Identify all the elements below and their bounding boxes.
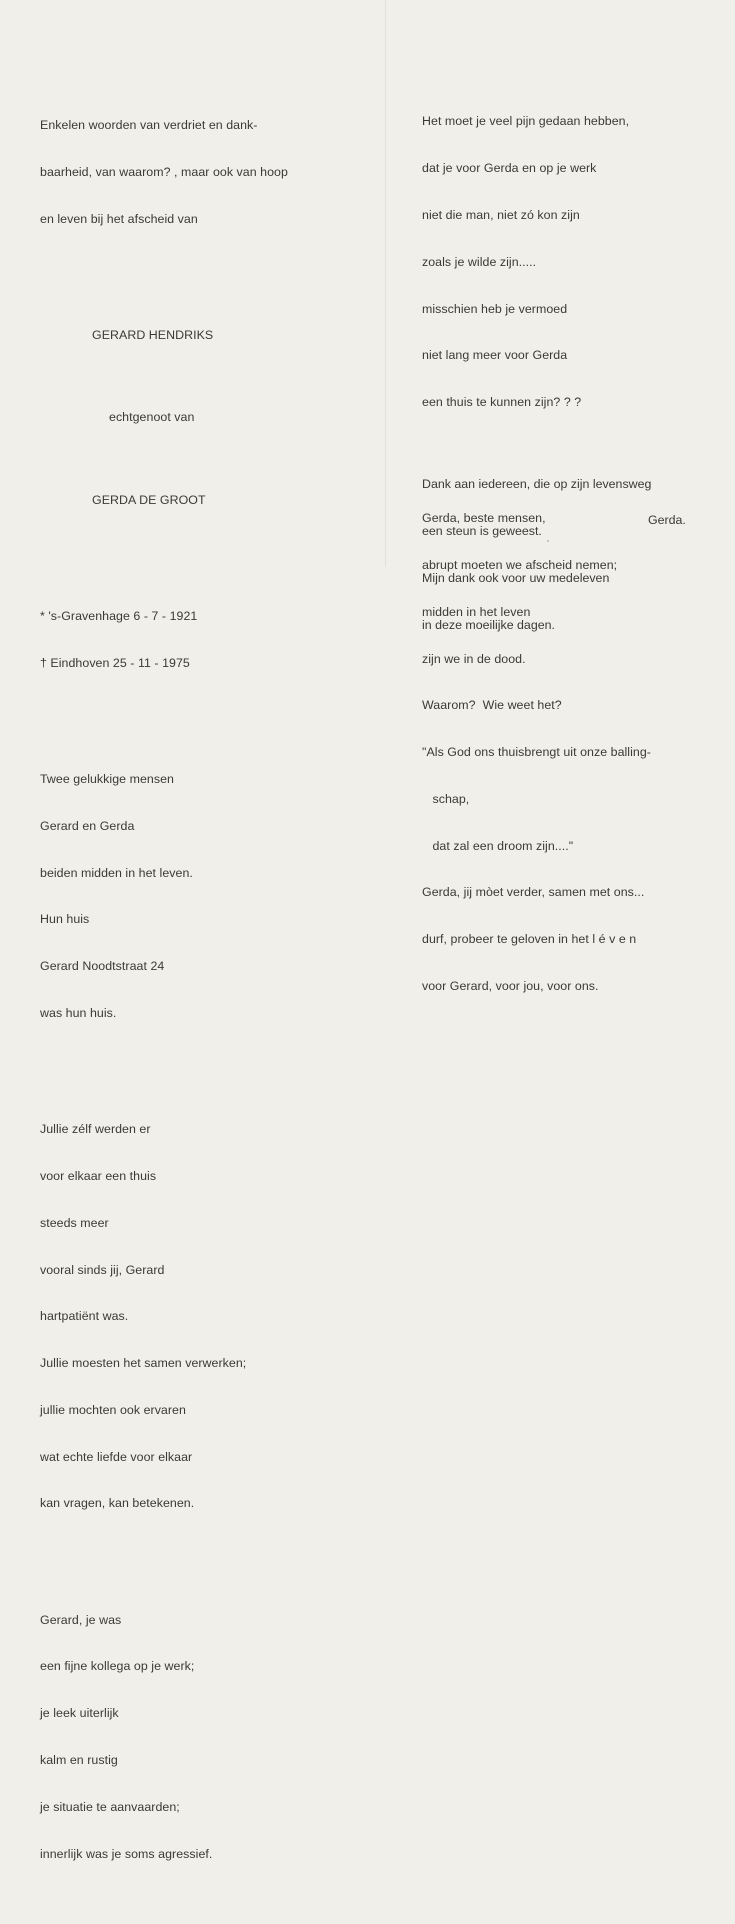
intro-line: Enkelen woorden van verdriet en dank- <box>40 118 258 133</box>
dates-block <box>40 578 360 703</box>
thanks-line: in deze moeilijke dagen. <box>422 617 555 632</box>
poem-stanza-4 <box>422 83 722 442</box>
poem-line: kan vragen, kan betekenen. <box>40 1496 195 1511</box>
poem-line: Hun huis <box>40 912 90 927</box>
thanks-line: een steun is geweest. <box>422 523 542 538</box>
intro-line: baarheid, van waarom? , maar ook van hoop <box>40 165 288 180</box>
print-speck <box>547 540 549 542</box>
poem-line: je situatie te aanvaarden; <box>40 1799 180 1814</box>
poem-line: Gerda, jij mòet verder, samen met ons... <box>422 885 645 900</box>
intro-text <box>40 87 360 259</box>
poem-line: abrupt moeten we afscheid nemen; <box>422 558 618 572</box>
poem-line: voor elkaar een thuis <box>40 1168 157 1183</box>
poem-line: wat echte liefde voor elkaar <box>40 1449 193 1464</box>
poem-line: je leek uiterlijk <box>40 1706 119 1721</box>
poem-line: zoals je wilde zijn..... <box>422 254 537 269</box>
poem-line: beiden midden in het leven. <box>40 865 193 880</box>
poem-line: "Als God ons thuisbrengt uit onze balling- <box>422 745 651 760</box>
poem-line: Gerard en Gerda <box>40 818 135 833</box>
thanks-block <box>422 446 651 664</box>
signature: Gerda. <box>648 513 686 527</box>
poem-line: Gerda, beste mensen, <box>422 511 546 526</box>
poem-stanza-2 <box>40 1091 360 1543</box>
thanks-line: Mijn dank ook voor uw medeleven <box>422 570 610 585</box>
poem-line: kalm en rustig <box>40 1752 118 1767</box>
poem-line: een thuis te kunnen zijn? ? ? <box>422 395 582 410</box>
poem-line: jullie mochten ook ervaren <box>40 1402 186 1417</box>
poem-line: Het moet je veel pijn gedaan hebben, <box>422 114 630 129</box>
poem-line: Gerard Noodtstraat 24 <box>40 959 165 974</box>
poem-line: Jullie zélf werden er <box>40 1122 151 1137</box>
intro-line: en leven bij het afscheid van <box>40 211 198 226</box>
poem-line: schap, <box>422 791 470 806</box>
poem-line: innerlijk was je soms agressief. <box>40 1846 213 1861</box>
poem-line: dat zal een droom zijn...." <box>422 838 574 853</box>
poem-line: voor Gerard, voor jou, voor ons. <box>422 979 599 994</box>
poem-line: Gerard, je was <box>40 1612 122 1627</box>
birth-date: * 's-Gravenhage 6 - 7 - 1921 <box>40 609 198 624</box>
name-block <box>40 297 360 540</box>
poem-line: midden in het leven <box>422 604 531 619</box>
poem-line: hartpatiënt was. <box>40 1309 129 1324</box>
deceased-name: GERARD HENDRIKS <box>92 328 214 343</box>
card-fold-line <box>385 0 386 567</box>
poem-line: Jullie moesten het samen verwerken; <box>40 1356 247 1371</box>
thanks-line: Dank aan iedereen, die op zijn levensweg <box>422 477 652 492</box>
poem-line: Waarom? Wie weet het? <box>422 698 562 713</box>
poem-line: niet die man, niet zó kon zijn <box>422 207 580 222</box>
poem-line: zijn we in de dood. <box>422 651 526 666</box>
poem-line: niet lang meer voor Gerda <box>422 348 568 363</box>
poem-stanza-3 <box>40 1581 360 1893</box>
poem-line: vooral sinds jij, Gerard <box>40 1262 165 1277</box>
poem-line: Twee gelukkige mensen <box>40 772 174 787</box>
poem-line: misschien heb je vermoed <box>422 301 568 316</box>
poem-line: dat je voor Gerda en op je werk <box>422 161 597 176</box>
spouse-label: echtgenoot van <box>109 410 195 425</box>
poem-line: een fijne kollega op je werk; <box>40 1659 195 1674</box>
poem-line: was hun huis. <box>40 1006 117 1021</box>
left-panel <box>40 56 360 1924</box>
death-date: † Eindhoven 25 - 11 - 1975 <box>40 655 190 670</box>
poem-line: durf, probeer te geloven in het l é v e n <box>422 932 637 947</box>
spouse-name: GERDA DE GROOT <box>92 493 206 508</box>
poem-line: steeds meer <box>40 1215 109 1230</box>
poem-stanza-1 <box>40 741 360 1053</box>
